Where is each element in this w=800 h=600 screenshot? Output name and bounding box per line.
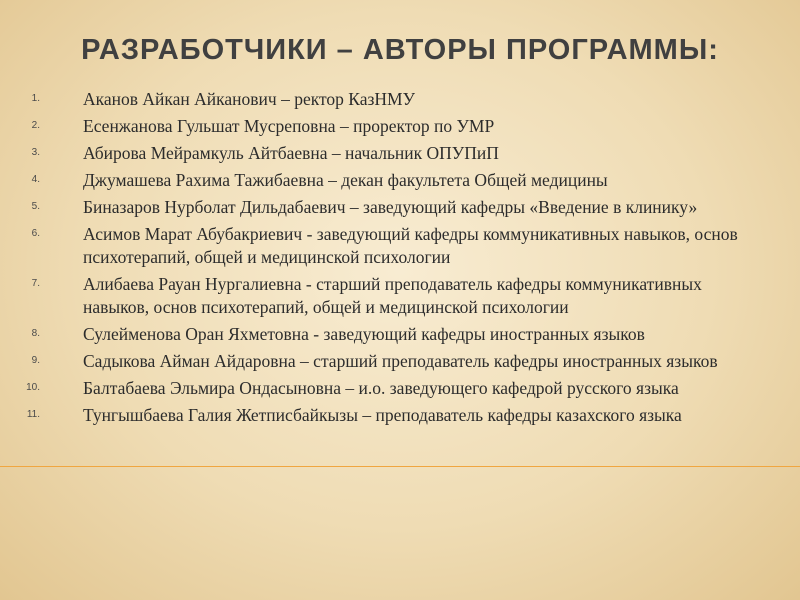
list-item-text: Асимов Марат Абубакриевич - заведующий кафедры коммуникативных навыков, основ психотерапий, общей и медицинской психологии — [83, 224, 738, 267]
list-item — [0, 273, 800, 319]
list-item-number: 9. — [31, 355, 40, 366]
list-item — [0, 169, 800, 192]
list-item-text: Садыкова Айман Айдаровна – старший преподаватель кафедры иностранных языков — [83, 351, 718, 371]
authors-list — [0, 88, 800, 431]
list-item-text: Аканов Айкан Айканович – ректор КазНМУ — [83, 89, 415, 109]
list-item — [0, 323, 800, 346]
list-item — [0, 142, 800, 165]
list-item-text: Абирова Мейрамкуль Айтбаевна – начальник ОПУПиП — [83, 143, 499, 163]
list-item-text: Тунгышбаева Галия Жетписбайкызы – преподаватель кафедры казахского языка — [83, 405, 682, 425]
list-item — [0, 196, 800, 219]
list-item-number: 6. — [31, 228, 40, 239]
list-item-text: Джумашева Рахима Тажибаевна – декан факультета Общей медицины — [83, 170, 608, 190]
list-item-number: 11. — [26, 409, 40, 420]
slide-title: РАЗРАБОТЧИКИ – АВТОРЫ ПРОГРАММЫ: — [81, 34, 719, 66]
list-item-text: Алибаева Рауан Нургалиевна - старший преподаватель кафедры коммуникативных навыков, основ психотерапий, общей и медицинской психологии — [83, 274, 702, 317]
list-item-text: Сулейменова Оран Яхметовна - заведующий кафедры иностранных языков — [83, 324, 645, 344]
list-item-number: 8. — [31, 328, 40, 339]
list-item-number: 7. — [31, 278, 40, 289]
list-item — [0, 404, 800, 427]
list-item-number: 4. — [31, 174, 40, 185]
list-item-number: 1. — [31, 93, 40, 104]
list-item-text: Балтабаева Эльмира Ондасыновна – и.о. заведующего кафедрой русского языка — [83, 378, 679, 398]
list-item-text: Есенжанова Гульшат Мусреповна – проректор по УМР — [83, 116, 495, 136]
list-item — [0, 115, 800, 138]
list-item-number: 5. — [31, 201, 40, 212]
list-item-number: 2. — [31, 120, 40, 131]
list-item — [0, 88, 800, 111]
list-item — [0, 350, 800, 373]
list-item-text: Биназаров Нурболат Дильдабаевич – заведующий кафедры «Введение в клинику» — [83, 197, 698, 217]
list-item-number: 10. — [26, 382, 40, 393]
list-item — [0, 377, 800, 400]
divider-line — [0, 466, 800, 467]
list-item — [0, 223, 800, 269]
list-item-number: 3. — [31, 147, 40, 158]
